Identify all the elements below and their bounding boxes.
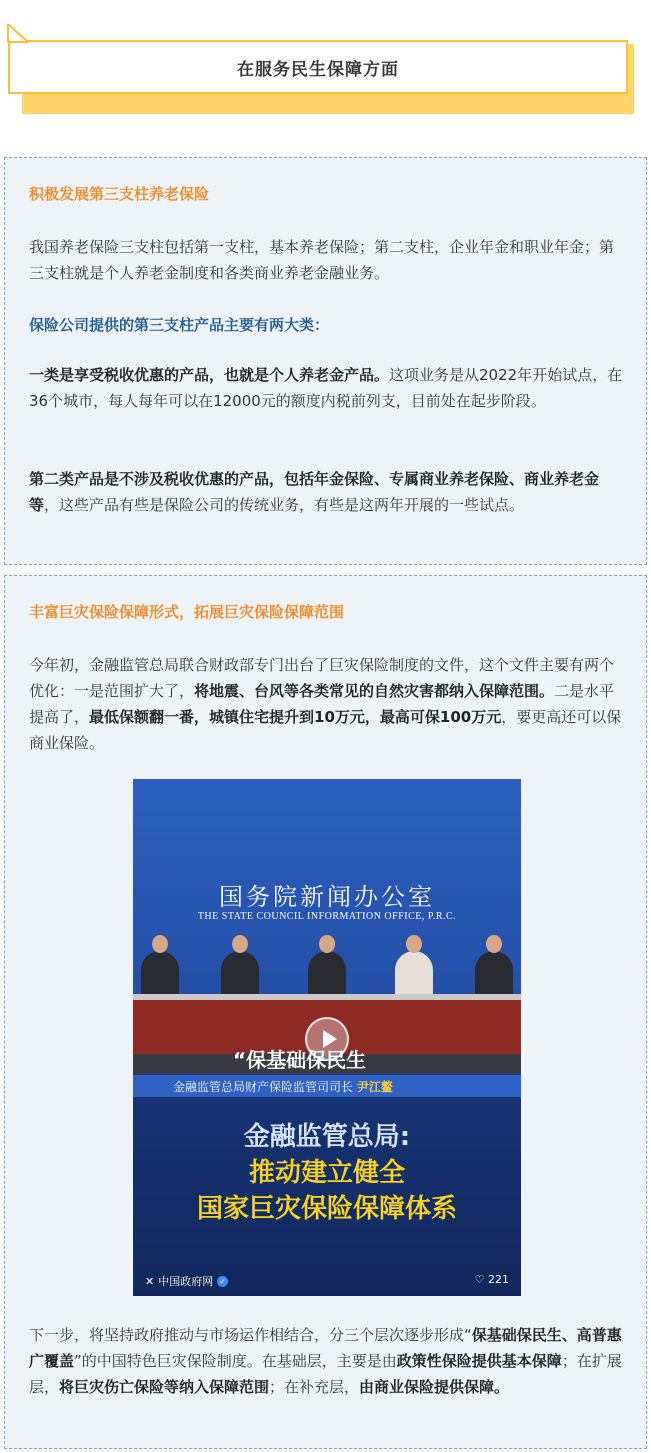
verified-icon: ✓ [217, 1276, 228, 1287]
pension-product-type1 [29, 362, 625, 414]
speaker-head [319, 935, 335, 953]
video-headline-2: 推动建立健全 [248, 1158, 405, 1188]
speaker-figure [475, 951, 513, 997]
text-highlight: 将巨灾伤亡保险等纳入保障范围 [59, 1378, 270, 1396]
page-title: 在服务民生保障方面 [237, 59, 399, 80]
pension-section [4, 157, 647, 565]
caption-role: 金融监管总局财产保险监管司司长 [173, 1080, 354, 1094]
text-run: ，要更高还可以保商业保险。 [29, 708, 622, 752]
speaker-head [406, 935, 422, 953]
product-type1-highlight: 一类是享受税收优惠的产品，也就是个人养老金产品。 [29, 366, 390, 384]
video-caption [173, 1078, 393, 1095]
like-icon: ♡ [474, 1273, 485, 1286]
text-run: ；在补充层， [269, 1378, 360, 1396]
video-headline-1: 金融监管总局: [243, 1122, 411, 1152]
speaker-head [486, 935, 502, 953]
section-title-pension: 积极发展第三支柱养老保险 [29, 185, 210, 203]
speaker-figure [395, 951, 433, 997]
channel-logo-icon: ✕ [145, 1274, 155, 1288]
catastrophe-paragraph-2 [29, 1322, 625, 1400]
text-run: ；在扩展层， [29, 1352, 622, 1396]
product-type2-highlight: 第二类产品是不涉及税收优惠的产品，包括年金保险、专属商业养老保险、商业养老金等 [29, 470, 600, 514]
video-org-name-cn: 国务院新闻办公室 [219, 883, 435, 911]
pension-intro: 我国养老保险三支柱包括第一支柱，基本养老保险；第二支柱，企业年金和职业年金；第三支柱就是个人养老金制度和各类商业养老金融业务。 [29, 238, 615, 282]
header-box [8, 40, 628, 94]
text-run: ”的中国特色巨灾保险制度。在基础层，主要是由 [74, 1352, 397, 1370]
video-source[interactable] [145, 1273, 228, 1289]
speaker-figure [308, 951, 346, 997]
speaker-head [152, 935, 168, 953]
text-highlight: 政策性保险提供基本保障 [396, 1352, 562, 1370]
pension-subhead: 保险公司提供的第三支柱产品主要有两大类： [29, 316, 330, 334]
speaker-figure [141, 951, 179, 997]
text-highlight: 由商业保险提供保障。 [359, 1378, 510, 1396]
podium-tabletop [133, 994, 521, 1000]
header-corner-decoration [7, 24, 29, 44]
video-quote: “保基础保民生 [233, 1048, 367, 1072]
video-player[interactable] [133, 779, 521, 1296]
text-highlight: 最低保额翻一番，城镇住宅提升到10万元，最高可保100万元 [89, 708, 502, 726]
speaker-head [232, 935, 248, 953]
text-highlight: 保基础保民生、高普惠广覆盖 [29, 1326, 622, 1370]
speaker-figure [221, 951, 259, 997]
video-likes[interactable] [475, 1273, 509, 1286]
section-header [8, 24, 636, 118]
catastrophe-section [4, 575, 647, 1449]
section-title-catastrophe: 丰富巨灾保险保障形式，拓展巨灾保险保障范围 [29, 603, 345, 621]
catastrophe-paragraph-1 [29, 652, 625, 756]
video-source-name: 中国政府网 [158, 1275, 214, 1288]
like-count: 221 [488, 1273, 509, 1286]
product-type2-text: ，这些产品有些是保险公司的传统业务，有些是这两年开展的一些试点。 [44, 496, 525, 514]
pension-product-type2 [29, 466, 625, 518]
video-org-name-en: THE STATE COUNCIL INFORMATION OFFICE, P.R.C. [197, 911, 457, 922]
caption-name: 尹江鳌 [356, 1080, 393, 1094]
text-run: 下一步，将坚持政府推动与市场运作相结合，分三个层次逐步形成“ [29, 1326, 472, 1344]
play-icon[interactable] [305, 1017, 349, 1061]
video-headline-3: 国家巨灾保险保障体系 [196, 1194, 457, 1224]
text-highlight: 将地震、台风等各类常见的自然灾害都纳入保障范围。 [194, 682, 555, 700]
text-run: 今年初，金融监管总局联合财政部专门出台了巨灾保险制度的文件，这个文件主要有两个优化：一是范围扩大了， [29, 656, 615, 700]
text-run: 二是水平提高了， [29, 682, 615, 726]
product-type1-text: 这项业务是从2022年开始试点，在36个城市，每人每年可以在12000元的额度内税前列支，目前处在起步阶段。 [29, 366, 623, 410]
